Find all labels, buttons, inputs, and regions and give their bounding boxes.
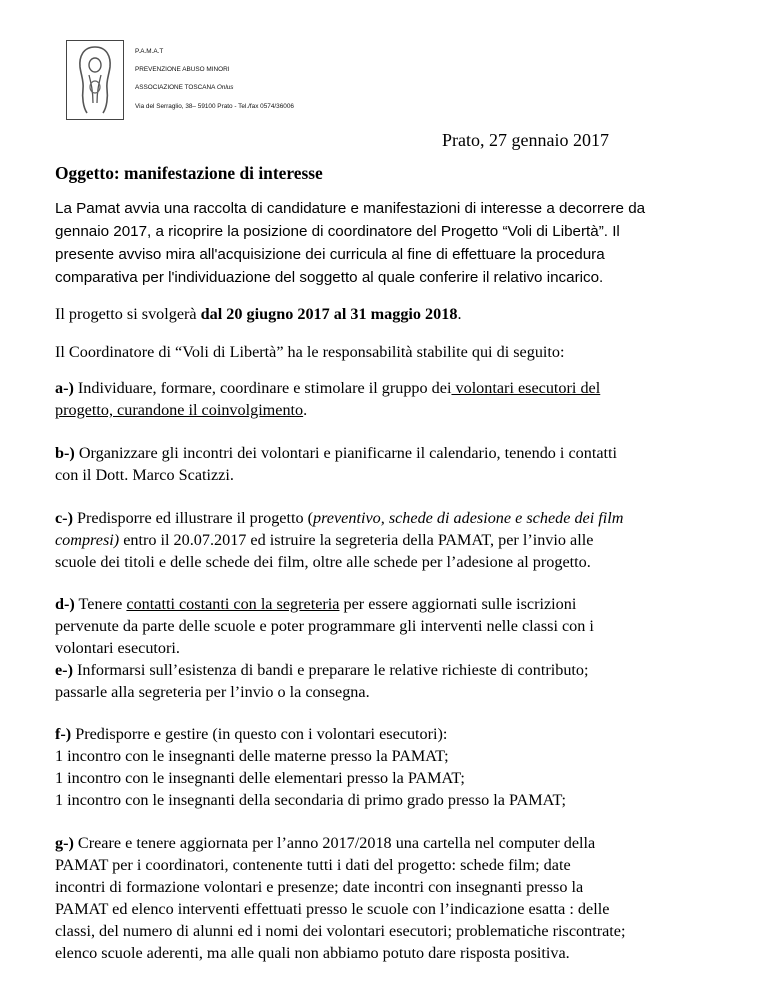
item-c: c-) Predisporre ed illustrare il progetto (preventivo, schede di adesione e schede dei film compresi) entro il 20.07.2017 ed istruire la segreteria della PAMAT, per l’invio alle scuole dei titoli e delle schede dei film, oltre alle schede per l’adesione al progetto. xyxy=(55,509,624,571)
item-f: f-) Predisporre e gestire (in questo con i volontari esecutori): 1 incontro con le insegnanti delle materne presso la PAMAT; 1 incontro con le insegnanti delle elementari presso la PAMAT; 1 incontro con le insegnanti della secondaria di primo grado presso la PAMAT; xyxy=(55,725,567,809)
intro-line: presente avviso mira all'acquisizione dei curricula al fine di effettuare la procedura xyxy=(55,246,605,263)
letterhead-text xyxy=(135,43,294,116)
item-label: a-) xyxy=(55,379,74,397)
item-label: c-) xyxy=(55,509,73,527)
item-label: b-) xyxy=(55,444,75,462)
intro-line: comparativa per l'individuazione del soggetto al quale conferire il relativo incarico. xyxy=(55,269,604,286)
item-a: a-) Individuare, formare, coordinare e stimolare il gruppo dei volontari esecutori del progetto, curandone il coinvolgimento. xyxy=(55,379,601,419)
item-b: b-) Organizzare gli incontri dei volontari e pianificarne il calendario, tenendo i contatti con il Dott. Marco Scatizzi. xyxy=(55,444,618,484)
letterhead-line-4: Via del Serraglio, 38– 59100 Prato - Tel./fax 0574/36006 xyxy=(135,102,294,110)
document-date: Prato, 27 gennaio 2017 xyxy=(442,130,609,150)
pamat-logo-drawing xyxy=(67,41,123,119)
subject-heading: Oggetto: manifestazione di interesse xyxy=(55,163,323,183)
item-e: e-) Informarsi sull’esistenza di bandi e preparare le relative richieste di contributo; passarle alla segreteria per l’invio o la consegna. xyxy=(55,661,589,701)
intro-paragraph xyxy=(55,197,735,289)
responsibilities-intro: Il Coordinatore di “Voli di Libertà” ha le responsabilità stabilite qui di seguito: xyxy=(55,343,565,361)
item-g: g-) Creare e tenere aggiornata per l’anno 2017/2018 una cartella nel computer della PAMAT per i coordinatori, contenente tutti i dati del progetto: schede film; date incontri di formazione volontari e presenze; date incontri con insegnanti presso la PAMAT ed elenco interventi effettuati presso le scuole con l’indicazione esatta : delle classi, del numero di alunni ed i nomi dei volontari esecutori; problematiche riscontrate; elenco scuole aderenti, ma alle quali non abbiamo potuto dare risposta positiva. xyxy=(55,834,626,962)
project-period: Il progetto si svolgerà dal 20 giugno 2017 al 31 maggio 2018. xyxy=(55,305,462,323)
intro-line: gennaio 2017, a ricoprire la posizione di coordinatore del Progetto “Voli di Libertà”. Il xyxy=(55,223,620,240)
project-dates: dal 20 giugno 2017 al 31 maggio 2018 xyxy=(200,305,458,323)
item-label: g-) xyxy=(55,834,74,852)
letterhead-line-1: P.A.M.A.T xyxy=(135,48,164,55)
letterhead-line-3: ASSOCIAZIONE TOSCANA Onlus xyxy=(135,84,234,92)
intro-line: La Pamat avvia una raccolta di candidature e manifestazioni di interesse a decorrere da xyxy=(55,200,646,217)
item-label: d-) xyxy=(55,595,75,613)
letterhead-line-2: PREVENZIONE ABUSO MINORI xyxy=(135,66,230,74)
item-label: e-) xyxy=(55,661,73,679)
onlus-label: Onlus xyxy=(216,84,234,92)
item-label: f-) xyxy=(55,725,72,743)
pamat-logo xyxy=(66,40,124,120)
item-d: d-) Tenere contatti costanti con la segreteria per essere aggiornati sulle iscrizioni pervenute da parte delle scuole e poter programmare gli interventi nelle classi con i volontari esecutori. xyxy=(55,595,594,657)
